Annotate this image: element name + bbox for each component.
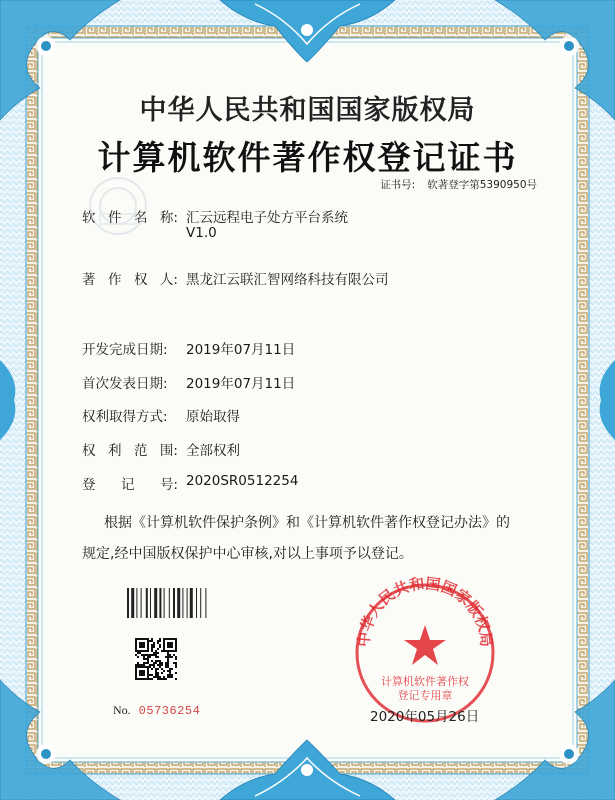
serial-prefix: No. — [113, 703, 131, 717]
certificate-number — [380, 177, 537, 192]
legal-statement — [82, 508, 552, 570]
registration-no-value: 2020SR0512254 — [186, 473, 299, 489]
statement-line-2: 规定,经中国版权保护中心审核,对以上事项予以登记。 — [82, 546, 413, 562]
software-version-value: V1.0 — [186, 225, 217, 241]
software-name-value: 汇云远程电子处方平台系统 — [186, 210, 348, 226]
scope-value: 全部权利 — [186, 443, 240, 459]
first-publish-date-value: 2019年07月11日 — [186, 376, 296, 392]
serial-number — [113, 703, 200, 718]
serial-number-value: 05736254 — [138, 704, 201, 718]
barcode — [127, 588, 211, 618]
first-publish-date-label: 首次发表日期: — [82, 376, 168, 392]
acquisition-method-value: 原始取得 — [186, 409, 240, 425]
seal-star-icon — [404, 625, 446, 665]
copyright-owner-label: 著 作 权 人: — [82, 272, 178, 288]
certificate-title: 计算机软件著作权登记证书 — [97, 138, 518, 177]
seal-inner-line-2: 登记专用章 — [397, 689, 453, 702]
statement-line-1: 根据《计算机软件保护条例》和《计算机软件著作权登记办法》的 — [104, 515, 510, 531]
completion-date-value: 2019年07月11日 — [186, 342, 296, 358]
seal-outer-text: 中华人民共和国国家版权局 — [354, 575, 496, 648]
certificate-number-value: 软著登字第5390950号 — [427, 179, 537, 191]
acquisition-method-label: 权利取得方式: — [82, 409, 168, 425]
qr-code — [135, 638, 177, 680]
issue-date: 2020年05月26日 — [370, 709, 480, 725]
completion-date-label: 开发完成日期: — [82, 342, 168, 358]
registration-no-label: 登 记 号: — [82, 477, 178, 493]
scope-label: 权 利 范 围: — [82, 443, 178, 459]
certificate-number-label: 证书号: — [380, 179, 416, 191]
copyright-owner-value: 黑龙江云联汇智网络科技有限公司 — [186, 272, 389, 288]
seal-inner-line-1: 计算机软件著作权 — [381, 675, 469, 688]
issuer-heading: 中华人民共和国国家版权局 — [139, 95, 476, 126]
official-seal — [350, 575, 500, 725]
software-name-label: 软 件 名 称: — [82, 210, 178, 226]
